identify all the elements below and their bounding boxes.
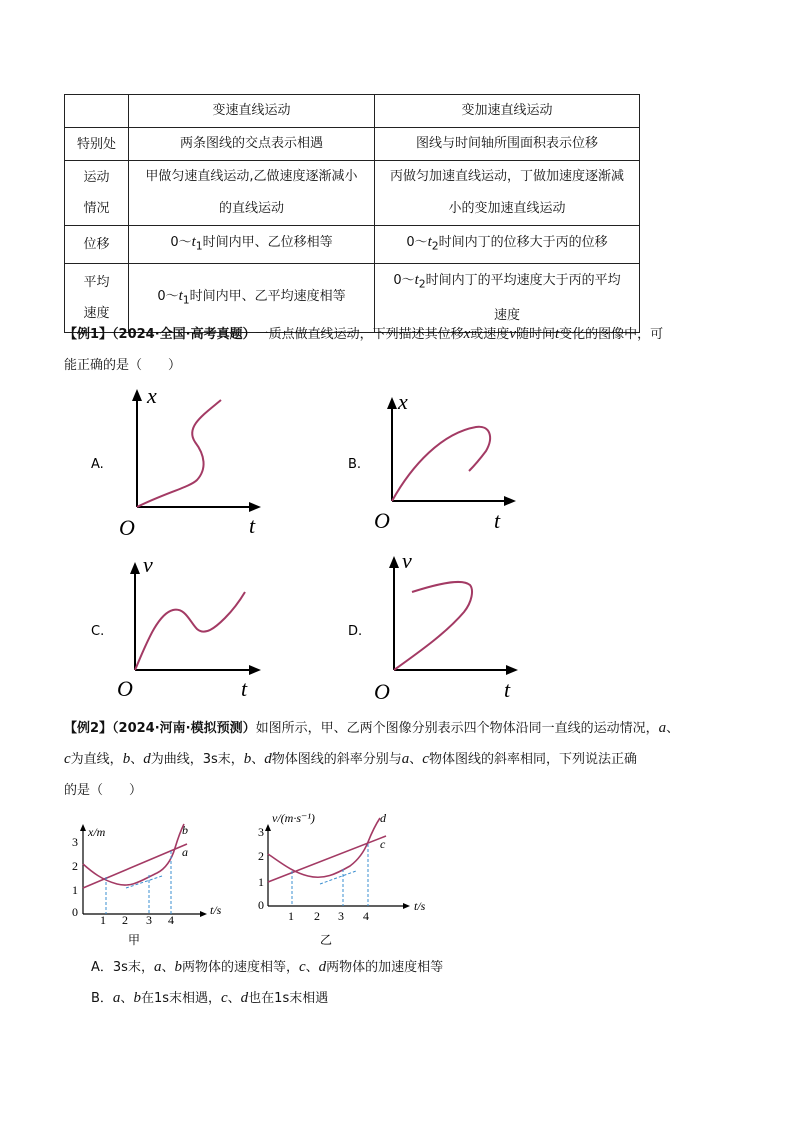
example1-line1 [64,319,728,350]
cell-text: 时间内甲、乙平均速度相等 [189,288,346,304]
math-var: b [174,959,182,975]
cell-text: 时间内丁的平均速度大于丙的平均 [425,272,621,288]
option-text: 两物体的速度相等， [181,960,299,975]
option-text: 、 [130,752,144,767]
question-text: 或速度 [470,327,510,342]
x-axis-arrow [504,496,516,506]
y-tick: 2 [72,859,78,873]
option-a[interactable] [91,957,443,978]
math-var: v [509,326,516,342]
table-header-cell: 变速直线运动 [129,95,375,128]
math-var: b [133,990,141,1006]
option-label: B． [91,991,113,1006]
y-axis-label: x [147,385,157,408]
y-tick: 2 [258,849,264,863]
question-text: 随时间 [515,327,555,342]
x-axis-label: t [494,508,501,533]
y-tick: 3 [72,835,78,849]
question-text: 一质点做直线运动，下列描述其位移 [255,327,464,342]
graph-b [342,385,542,545]
cell-line [379,264,635,301]
x-tick: 1 [288,909,294,923]
y-axis-arrow [132,389,142,401]
math-var: b [122,751,131,767]
option-text: 在1s末相遇， [140,991,221,1006]
table-cell: 图线与时间轴所围面积表示位移 [375,128,640,161]
example1-line2: 能正确的是（ ） [64,358,182,373]
example2-question [64,713,728,806]
row-label-line: 运动 [83,170,110,185]
x-axis-label: t/s [414,899,426,913]
x-axis-label: t [504,677,511,702]
example-source: （2024·全国·高考真题） [112,327,256,342]
table-row [65,128,640,161]
curve-d [394,582,472,670]
y-axis-arrow [265,824,271,831]
option-label: A. [91,457,104,472]
curve-a [137,400,221,507]
option-text: 也在1s末相遇 [248,991,329,1006]
math-var: c [220,990,228,1006]
example1-question [64,319,728,381]
math-var: d [318,959,327,975]
y-axis-arrow [389,556,399,568]
table-cell [129,161,375,226]
math-var: t [178,287,183,304]
math-var: d [143,751,151,767]
row-label: 位移 [65,226,129,264]
x-axis-label: t [241,676,248,701]
math-var: a [153,959,162,975]
curve-b [392,427,490,501]
y-axis-label: v/(m·s⁻¹) [272,811,315,825]
y-tick: 0 [258,898,264,912]
option-text: 、 [161,960,175,975]
example2-line3: 的是（ ） [64,783,143,798]
x-axis-arrow [506,665,518,675]
cell-text: 0～ [393,272,415,288]
option-text: 3s末， [112,960,154,975]
y-axis-label: x/m [88,825,106,839]
math-var: t [427,234,432,250]
curve-label-a: a [182,845,188,859]
graph-caption: 乙 [320,933,333,947]
math-var: d [264,751,272,767]
origin-label: O [374,679,390,704]
math-var: t [555,326,560,342]
math-var: a [112,990,121,1006]
question-text: 如图所示，甲、乙两个图像分别表示四个物体沿同一直线的运动情况， [255,721,659,736]
option-text: 两物体的加速度相等 [326,960,444,975]
option-text: 物体图线的斜率分别与 [271,752,402,767]
question-text: 、 [666,721,680,736]
cell-text: 时间内甲、乙位移相等 [202,235,333,250]
math-var: t [414,271,419,288]
graph-d [342,552,542,707]
math-sub: 1 [182,293,190,307]
x-tick: 3 [338,909,344,923]
origin-label: O [117,676,133,701]
jia-labels [72,823,222,927]
option-label: D. [348,624,363,639]
example-tag: 【例1】 [64,327,113,342]
option-text: 、 [251,752,265,767]
cell-text: 0～ [157,288,179,304]
math-var: c [64,751,71,767]
cell-line: 速度 [493,308,520,324]
y-axis-arrow [130,562,140,574]
curve-c [135,592,245,670]
cell-line: 小的变加速直线运动 [448,201,566,216]
graph-caption: 甲 [128,933,141,947]
math-sub: 1 [195,239,203,253]
math-var: a [401,751,410,767]
table-cell [375,161,640,226]
table-cell: 两条图线的交点表示相遇 [129,128,375,161]
table-cell [129,226,375,264]
x-axis-arrow [249,502,261,512]
option-text: 、 [305,960,319,975]
x-tick: 1 [100,913,106,927]
option-text: 为曲线，3s末， [150,752,244,767]
y-tick: 3 [258,825,264,839]
option-text: 、 [120,991,134,1006]
curve-label-d: d [380,811,386,825]
x-tick: 3 [146,913,152,927]
x-tick: 2 [122,913,128,927]
question-text: 变化的图像中，可 [559,327,664,342]
x-tick: 4 [168,913,174,927]
x-axis-label: t/s [210,903,222,917]
example2-line2 [64,744,728,775]
cell-text: 时间内丁的位移大于丙的位移 [438,235,608,250]
graph-yi [250,808,450,952]
example-tag: 【例2】 [64,721,113,736]
table-header-row [65,95,640,128]
curve-label-c: c [380,837,386,851]
option-text: 、 [409,752,423,767]
y-axis-label: v [143,552,153,577]
x-axis-arrow [200,911,207,917]
curve-d [268,818,380,877]
example-source: （2024·河南·模拟预测） [112,721,256,736]
cell-line: 甲做匀速直线运动,乙做速度逐渐减小 [145,169,358,184]
math-sub: 2 [431,239,439,253]
y-axis-label: x [398,389,408,414]
row-label-line: 情况 [83,201,110,216]
math-var: t [191,234,196,250]
example2-line1 [64,713,728,744]
cell-text: 0～ [170,235,192,250]
origin-label: O [374,508,390,533]
cell-text: 0～ [406,235,428,250]
y-tick: 1 [72,883,78,897]
math-var: d [240,990,249,1006]
option-label: A． [91,960,113,975]
y-tick: 0 [72,905,78,919]
y-axis-arrow [80,824,86,831]
option-b[interactable] [91,988,328,1009]
row-label: 特别处 [65,128,129,161]
y-tick: 1 [258,875,264,889]
y-axis-label: v [402,552,412,573]
table-row [65,226,640,264]
x-axis-arrow [403,903,410,909]
math-var: c [422,751,429,767]
math-var: b [243,751,252,767]
table-header-cell: 变加速直线运动 [375,95,640,128]
curve-label-b: b [182,823,188,837]
math-var: x [463,326,471,342]
x-axis-arrow [249,665,261,675]
tangent-dash [126,876,162,888]
row-label [65,161,129,226]
option-label: B. [348,457,362,472]
table-row [65,161,640,226]
x-tick: 2 [314,909,320,923]
cell-line: 的直线运动 [218,201,284,216]
math-var: a [658,720,667,736]
math-var: c [298,959,306,975]
table-header-cell [65,95,129,128]
x-axis-label: t [249,513,256,538]
row-label-line: 速度 [83,305,110,321]
option-text: 物体图线的斜率相同，下列说法正确 [428,752,637,767]
table-cell [375,226,640,264]
option-text: 为直线， [70,752,123,767]
y-axis-arrow [387,397,397,409]
graph-c [85,552,285,707]
graph-jia [62,816,242,952]
math-sub: 2 [418,277,426,291]
x-tick: 4 [363,909,369,923]
option-text: 、 [227,991,241,1006]
option-label: C. [91,624,105,639]
row-label-line: 平均 [83,274,110,290]
cell-line: 丙做匀加速直线运动，丁做加速度逐渐减 [389,169,624,184]
origin-label: O [119,515,135,540]
graph-a [85,385,285,545]
comparison-table [64,94,640,333]
